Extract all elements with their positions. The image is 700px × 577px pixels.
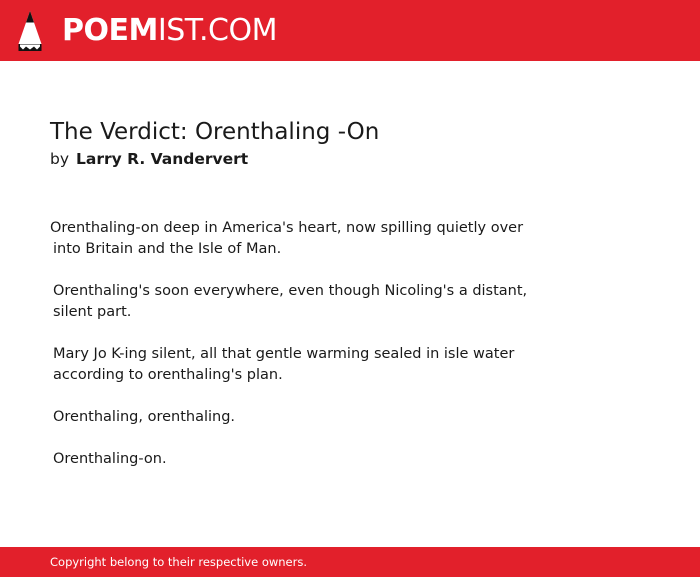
logo-text-bold: POEM [62,13,158,48]
stanza [50,344,520,386]
site-footer [0,547,700,577]
byline [50,148,248,170]
poem-line: Mary Jo K-ing silent, all that gentle warming sealed in isle water [53,346,515,362]
stanza [50,281,528,323]
poem-body [50,218,528,470]
poem-line: Orenthaling's soon everywhere, even though Nicoling's a distant, [53,283,528,299]
stanza [50,218,524,260]
pencil-icon[interactable] [17,10,43,52]
poem-line: Orenthaling, orenthaling. [53,409,236,425]
poem-line: according to orenthaling's plan. [53,367,283,383]
poem-line: into Britain and the Isle of Man. [53,241,282,257]
byline-prefix: by [50,150,70,168]
copyright-text: Copyright belong to their respective owners. [50,555,308,569]
stanza [50,449,520,470]
site-logo[interactable] [62,12,277,50]
author-name[interactable]: Larry R. Vandervert [76,150,249,168]
poem-line: Orenthaling-on deep in America's heart, now spilling quietly over [50,220,524,236]
poem-title: The Verdict: Orenthaling -On [50,119,380,145]
stanza [50,407,520,428]
site-header [0,0,700,61]
logo-text-light: IST.COM [157,13,277,48]
poem-line: Orenthaling-on. [53,451,167,467]
poem-line: silent part. [53,304,132,320]
